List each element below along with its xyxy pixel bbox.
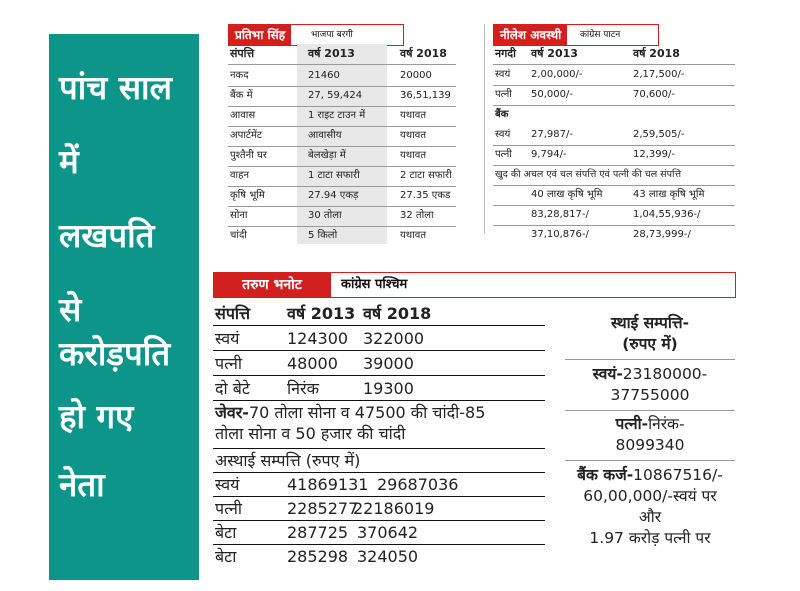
temp-label: अस्थाई सम्पत्ति (रुपए में) [215,451,361,470]
cell: 20000 [400,70,432,81]
perm-wife [560,414,740,456]
table-row [493,145,735,166]
table-row [213,545,545,568]
cell: यथावत [400,110,427,121]
cell: 27.94 एकड़ [308,190,359,201]
loan-label: बैंक कर्ज- [577,466,634,484]
table-row [213,327,545,351]
table-row [228,166,456,187]
headline-line: लखपति [59,216,155,255]
headline-line: पांच साल [59,68,172,107]
jewel-line [215,402,485,424]
cell: 39000 [363,354,414,373]
self-value: 23180000- [622,365,708,383]
self-label: स्वयं- [592,365,623,383]
cell: 21460 [308,70,340,81]
cell: 1 टाटा सफारी [308,170,360,181]
table-row [493,125,735,146]
cell: बैंक में [230,90,253,101]
perm-title-line: (रुपए में) [622,335,678,353]
table-row [493,85,735,106]
pratibha-tag [228,24,404,46]
loan-line: 10867516/- [633,466,723,484]
table-row [213,521,545,545]
cell: बेटा [215,523,237,542]
cell: 12,399/- [633,149,675,160]
table-row [493,185,735,206]
table-row [228,126,456,147]
perm-self [560,364,740,406]
cell: स्वयं [495,129,511,140]
loan-line: 60,00,000/-स्वयं पर [583,487,717,505]
cell: पत्नी [215,499,243,518]
cell: 124300 [287,329,349,348]
headline-line: नेता [59,465,105,504]
cell: स्वयं [495,69,511,80]
divider [565,460,735,461]
cell: आवास [230,110,256,121]
cell: 287725 [287,523,349,542]
cell: यथावत [400,130,427,141]
wife-value: निरंक- [648,415,685,433]
table-row [228,106,456,127]
perm-title [560,313,740,355]
cell: 36,51,139 [400,90,451,101]
header-cell: वर्ष 2018 [363,304,432,323]
cell: 48000 [287,354,338,373]
wife-label: पत्नी- [615,415,649,433]
cell: 2,59,505/- [633,129,685,140]
table-row [228,186,456,207]
cell: सोना [230,210,248,221]
header-cell: संपत्ति [215,304,251,323]
header-cell: संपत्ति [230,47,255,60]
cell: 2285277 [287,499,359,518]
cell: पत्नी [495,89,512,100]
jewel-text: 70 तोला सोना व 47500 की चांदी-85 [248,403,486,422]
column-divider [484,24,485,234]
table-row [228,226,456,246]
candidate-party: भाजपा बरगी [311,30,353,40]
cell: 1,04,55,936-/ [633,209,701,220]
headline-panel [49,34,199,580]
property-note: खुद की अचल एवं चल संपत्ति एवं पत्नी की चल संपत्ति [495,169,682,180]
table-row [228,86,456,107]
cell: दो बेटे [215,379,250,398]
headline-line: हो गए [59,397,134,436]
table-row [493,205,735,226]
cell: नकद [230,70,249,81]
candidate-party: कांग्रेस पश्चिम [341,277,408,292]
cell: 40 लाख कृषि भूमि [531,189,603,200]
cell: 50,000/- [531,89,573,100]
header-cell: वर्ष 2018 [400,47,447,60]
divider [565,359,735,360]
cell: निरंक [287,379,319,398]
perm-title-line: स्थाई सम्पत्ति- [610,314,690,332]
cell: पत्नी [215,354,243,373]
header-cell: नगदी [495,47,516,60]
cell: 30 तोला [308,210,342,221]
cell: 2,17,500/- [633,69,685,80]
candidate-party: कांग्रेस पाटन [580,30,621,40]
cell: पत्नी [495,149,512,160]
cell: 19300 [363,379,414,398]
cell: बेलखेड़ा में [308,150,346,161]
cell: 2 टाटा सफारी [400,170,452,181]
cell: 322000 [363,329,425,348]
cell: 5 किलो [308,230,338,241]
table-header-row [228,44,456,65]
cell: 285298 [287,547,349,566]
note-row [493,165,735,186]
cell: 41869131 [287,475,369,494]
candidate-name: तरुण भनोट [213,273,331,297]
table-row [493,225,735,245]
cell: 22186019 [353,499,435,518]
cell: स्वयं [215,475,240,494]
bank-loan [560,465,740,549]
headline-line: करोड़पति [59,334,171,373]
cell: बेटा [215,547,237,566]
self-value: 37755000 [610,386,690,404]
cell: 370642 [357,523,419,542]
header-cell: वर्ष 2013 [531,47,578,60]
temp-label-row [213,449,545,473]
cell: 29687036 [377,475,459,494]
cell: 32 तोला [400,210,434,221]
cell: 27,987/- [531,129,573,140]
tarun-tag [213,272,736,298]
cell: 2,00,000/- [531,69,583,80]
cell: 27, 59,424 [308,90,363,101]
table-row [213,497,545,521]
loan-line: और [638,508,662,526]
jewel-label: जेवर- [215,403,249,422]
cell: वाहन [230,170,250,181]
nilesh-tag [493,24,659,46]
cell: 37,10,876-/ [531,229,589,240]
candidate-name: नीलेश अवस्थी [494,25,567,45]
jewel-block [213,402,545,449]
bank-label: बैंक [495,109,509,120]
table-row [228,146,456,167]
headline-line: से [59,290,82,329]
cell: अपार्टमेंट [230,130,262,141]
table-row [228,206,456,227]
cell: स्वयं [215,329,240,348]
table-header-row [213,302,545,326]
candidate-name: प्रतिभा सिंह [229,25,291,45]
wife-value: 8099340 [615,436,685,454]
cell: चांदी [230,230,247,241]
table-row [213,377,545,401]
cell: 70,600/- [633,89,675,100]
headline-line: में [59,142,79,181]
cell: 28,73,999-/ [633,229,691,240]
cell: 324050 [357,547,419,566]
table-row [493,65,735,86]
cell: कृषि भूमि [230,190,265,201]
table-header-row [493,44,735,65]
jewel-text: तोला सोना व 50 हजार की चांदी [215,424,406,443]
cell: 83,28,817-/ [531,209,589,220]
table-row [228,66,456,87]
cell: 9,794/- [531,149,567,160]
section-label-row [493,105,735,125]
cell: यथावत [400,230,427,241]
table-row [213,473,545,497]
header-cell: वर्ष 2013 [308,47,355,60]
cell: आवासीय [308,130,342,141]
header-cell: वर्ष 2013 [287,304,356,323]
cell: 1 राइट टाउन में [308,110,366,121]
divider [565,410,735,411]
cell: 43 लाख कृषि भूमि [633,189,705,200]
cell: 27.35 एकड [400,190,451,201]
loan-line: 1.97 करोड़ पत्नी पर [589,529,711,547]
cell: यथावत [400,150,427,161]
table-row [213,352,545,376]
cell: पुश्तैनी घर [230,150,267,161]
header-cell: वर्ष 2018 [633,47,680,60]
